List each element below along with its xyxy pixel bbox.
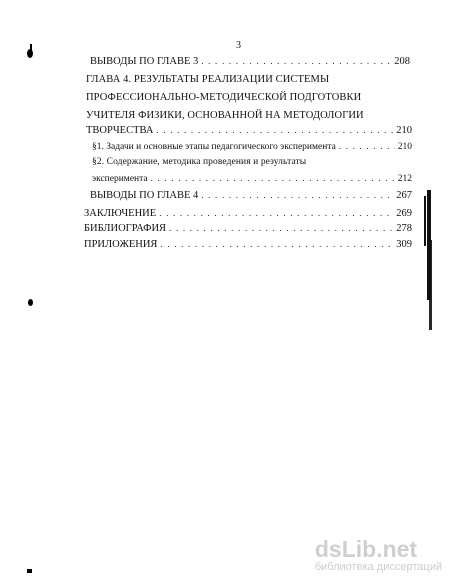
toc-label: ЗАКЛЮЧЕНИЕ — [84, 208, 157, 219]
toc-chapter4-title-line1: ГЛАВА 4. РЕЗУЛЬТАТЫ РЕАЛИЗАЦИИ СИСТЕМЫ — [86, 74, 330, 85]
toc-page-ref: 208 — [394, 56, 410, 67]
toc-label: §1. Задачи и основные этапы педагогического эксперимента — [92, 142, 336, 152]
toc-label: ВЫВОДЫ ПО ГЛАВЕ 4 — [90, 190, 199, 201]
toc-page-ref: 267 — [396, 190, 412, 201]
toc-label: ВЫВОДЫ ПО ГЛАВЕ 3 — [90, 56, 199, 67]
toc-entry-bibliography — [84, 222, 412, 235]
toc-chapter4-title-line3: УЧИТЕЛЯ ФИЗИКИ, ОСНОВАННОЙ НА МЕТОДОЛОГИИ — [86, 110, 364, 121]
toc-entry-section2 — [92, 172, 412, 186]
toc-entry-conclusion — [84, 207, 412, 220]
scan-speck — [30, 44, 32, 50]
toc-label: БИБЛИОГРАФИЯ — [84, 223, 167, 234]
toc-leader-dots — [201, 189, 393, 202]
watermark-caption: библиотека диссертаций — [314, 561, 442, 573]
page-number: 3 — [236, 40, 241, 51]
toc-chapter4-title-line2: ПРОФЕССИОНАЛЬНО-МЕТОДИЧЕСКОЙ ПОДГОТОВКИ — [86, 92, 362, 103]
scan-edge-shadow — [429, 240, 432, 330]
toc-leader-dots — [339, 140, 395, 153]
toc-label: ТВОРЧЕСТВА — [86, 125, 154, 136]
scan-speck — [27, 49, 33, 58]
toc-leader-dots — [169, 222, 393, 235]
toc-leader-dots — [201, 55, 391, 68]
toc-entry-ch4-conclusions — [90, 189, 412, 202]
watermark-logo: dsLib.net — [314, 536, 418, 562]
toc-leader-dots — [159, 207, 393, 220]
toc-page-ref: 278 — [396, 223, 412, 234]
toc-page-ref: 269 — [396, 208, 412, 219]
scan-speck — [27, 569, 32, 573]
toc-page-ref: 212 — [397, 174, 412, 184]
scan-speck — [28, 299, 33, 306]
toc-entry-ch4 — [86, 124, 412, 137]
toc-label: эксперимента — [92, 174, 148, 184]
toc-leader-dots — [151, 172, 395, 185]
toc-entry-appendices — [84, 238, 412, 251]
scan-edge-shadow — [424, 196, 426, 246]
toc-page-ref: 210 — [397, 142, 412, 152]
watermark — [315, 536, 442, 573]
toc-leader-dots — [160, 238, 393, 251]
toc-entry-ch3-conclusions — [90, 55, 410, 68]
toc-entry-section1 — [92, 140, 412, 154]
toc-section2-line1: §2. Содержание, методика проведения и результаты — [92, 157, 307, 167]
toc-leader-dots — [156, 124, 393, 137]
toc-page-ref: 309 — [396, 239, 412, 250]
toc-page-ref: 210 — [396, 125, 412, 136]
toc-label: ПРИЛОЖЕНИЯ — [84, 239, 158, 250]
